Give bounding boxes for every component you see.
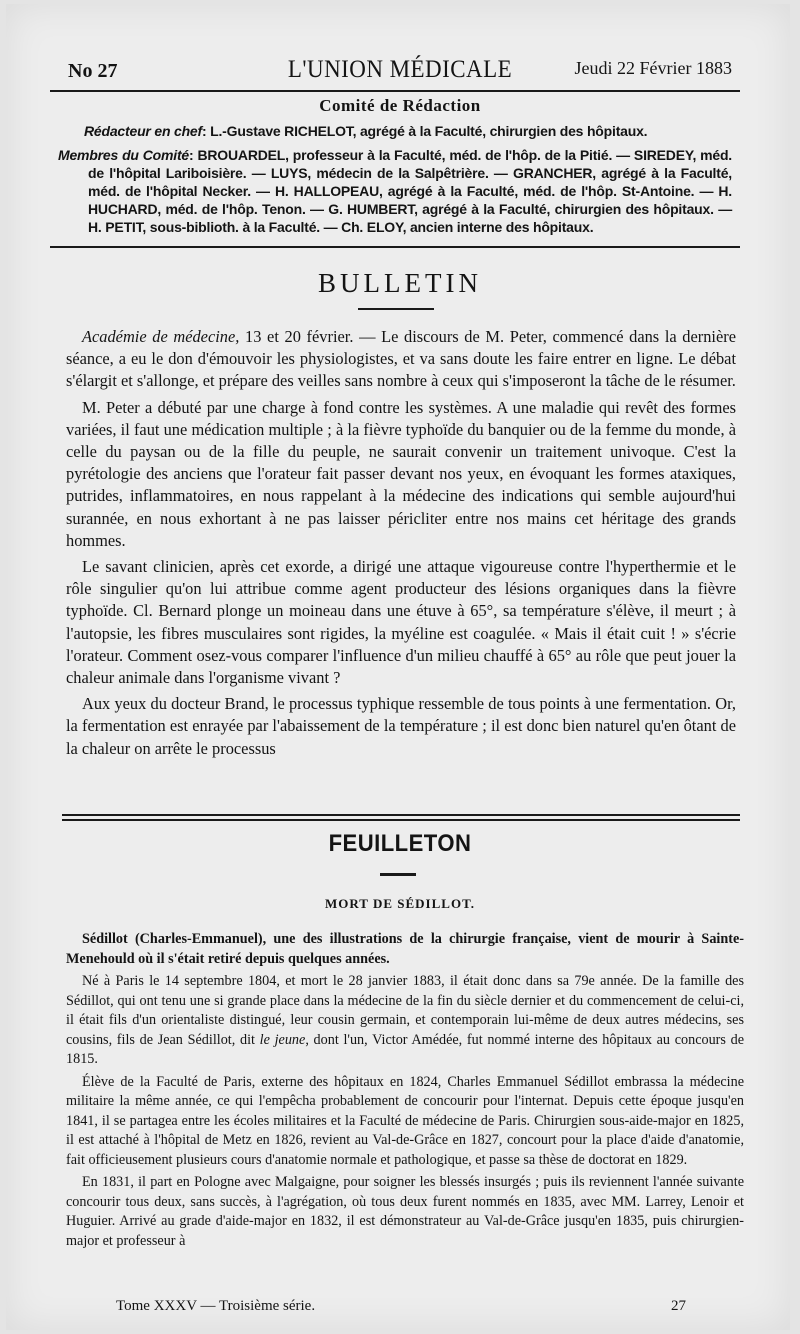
journal-title: L'UNION MÉDICALE [287, 56, 513, 83]
feuilleton-p2-italic: le jeune [259, 1031, 306, 1048]
bulletin-body [66, 326, 736, 764]
feuilleton-rule-top [62, 814, 740, 816]
bulletin-paragraph-1 [66, 326, 736, 393]
redacteur-line: Rédacteur en chef: L.-Gustave RICHELOT, agrégé à la Faculté, chirurgien des hôpitaux. [84, 123, 648, 139]
membres-text: BROUARDEL, professeur à la Faculté, méd. de l'hôp. de la Pitié. — SIREDEY, méd. de l'hôpital Lariboisière. — LUYS, médecin de la Salpêtrière. — GRANCHER, agrégé à la Faculté, méd. de l'hôpital Necker. — H. HALLOPEAU, agrégé à la Faculté, méd. de l'hôp. St-Antoine. — H. HUCHARD, méd. de l'hôp. Tenon. — G. HUMBERT, agrégé à la Faculté, chirurgien des hôpitaux. — H. PETIT, sous-biblioth. à la Faculté. — Ch. ELOY, ancien interne des hôpitaux. [88, 147, 733, 235]
feuilleton-paragraph-2 [66, 972, 744, 1070]
newspaper-page [6, 4, 790, 1330]
redacteur-text: L.-Gustave RICHELOT, agrégé à la Faculté, chirurgien des hôpitaux. [210, 123, 648, 139]
feuilleton-p1-text: Sédillot (Charles-Emmanuel), une des illustrations de la chirurgie française, vient de mourir à Sainte-Menehould où il s'était retiré depuis quelques années. [66, 931, 744, 967]
page-number: 27 [671, 1298, 686, 1314]
bulletin-paragraph-3: Le savant clinicien, après cet exorde, a dirigé une attaque vigoureuse contre l'hyperthermie et le rôle singulier qu'on lui attribue comme agent producteur des lésions organiques dans la fièvre typhoïde. Cl. Bernard plonge un moineau dans une étuve à 65°, sa température s'élève, il meurt ; à l'autopsie, les fibres musculaires sont rigides, la myéline est coagulée. « Mais il était cuit ! » s'écrie l'orateur. Comment osez-vous comparer l'influence d'un milieu chauffé à 65° au rôle que peut jouer la chaleur animale dans l'organisme vivant ? [66, 557, 736, 688]
masthead [68, 54, 732, 90]
redacteur-label: Rédacteur en chef [84, 123, 202, 139]
masthead-rule [50, 90, 740, 92]
membres-label: Membres du Comité [58, 147, 190, 163]
issue-date: Jeudi 22 Février 1883 [574, 58, 732, 78]
feuilleton-subheading: MORT DE SÉDILLOT. [324, 896, 476, 911]
feuilleton-paragraph-1 [66, 930, 744, 969]
feuilleton-p2-text: Né à Paris le 14 septembre 1804, et mort le 28 janvier 1883, il était donc dans sa 79e année. De la famille des Sédillot, qui ont tenu une si grande place dans la médecine de la fin du siècle dernier et du commencement de celui-ci, il était fils d'un orientaliste distingué, leur cousin germain, et contemporain lui-même de deux autres médecins, ses cousins, fils de Jean Sédillot, dit [66, 973, 744, 1048]
feuilleton-body [66, 930, 744, 1254]
feuilleton-paragraph-3: Élève de la Faculté de Paris, externe des hôpitaux en 1824, Charles Emmanuel Sédillot embrassa la médecine militaire la même année, ce qui l'empêcha probablement de concourir pour l'internat. Depuis cette époque jusqu'en 1841, il se partagea entre les écoles militaires et la Faculté de médecine de Paris. Chirurgien sous-aide-major en 1825, il est attaché à l'hôpital de Metz en 1826, revient au Val-de-Grâce en 1827, concourt pour la place d'aide d'anatomie, fait officieusement plusieurs cours d'anatomie normale et pathologique, et passe sa thèse de doctorat en 1829. [66, 1073, 744, 1168]
bulletin-heading: BULLETIN [318, 268, 482, 298]
bulletin-underline [358, 308, 434, 310]
feuilleton-p2-end: , dont l'un, Victor Amédée, fut nommé interne des hôpitaux au concours de 1815. [66, 1031, 745, 1067]
feuilleton-paragraph-4: En 1831, il part en Pologne avec Malgaigne, pour soigner les blessés insurgés ; puis ils reviennent l'année suivante concourir tous deux, sans succès, à l'agrégation, où tous deux furent nommés en 1835, avec MM. Larrey, Lenoir et Huguier. Arrivé au grade d'aide-major en 1832, il est démonstrateur au Val-de-Grâce jusqu'en 1835, puis chirurgien-major et professeur à [66, 1174, 744, 1249]
bulletin-p1-text: 13 et 20 février. — Le discours de M. Peter, commencé dans la dernière séance, a eu le don d'émouvoir les physiologistes, et va sans doute les faire entrer en ligne. Le débat s'élargit et s'allonge, et prépare des veilles sans nombre à ceux qui s'imposeront la tâche de le résumer. [66, 327, 736, 391]
bulletin-lead: Académie de médecine, [82, 327, 240, 346]
feuilleton-underline [380, 873, 416, 876]
bulletin-paragraph-4: Aux yeux du docteur Brand, le processus typhique ressemble de tous points à une fermentation. Or, la fermentation est enrayée par l'abaissement de la température ; il est donc bien naturel qu'en ôtant de la chaleur on arrête le processus [66, 694, 736, 758]
issue-number: No 27 [68, 60, 118, 82]
comite-rule [50, 246, 740, 248]
membres-line: Membres du Comité: BROUARDEL, professeur à la Faculté, méd. de l'hôp. de la Pitié. — SIREDEY, méd. de l'hôpital Lariboisière. — LUYS, médecin de la Salpêtrière. — GRANCHER, agrégé à la Faculté, méd. de l'hôpital Necker. — H. HALLOPEAU, agrégé à la Faculté, méd. de l'hôp. St-Antoine. — H. HUCHARD, méd. de l'hôp. Tenon. — G. HUMBERT, agrégé à la Faculté, chirurgien des hôpitaux. — H. PETIT, sous-biblioth. à la Faculté. — Ch. ELOY, ancien interne des hôpitaux. [58, 147, 733, 235]
bulletin-paragraph-2: M. Peter a débuté par une charge à fond contre les systèmes. A une maladie qui revêt des formes variées, il faut une médication multiple ; à la fièvre typhoïde du banquier ou de la femme du monde, à celle du paysan ou de la fille du peuple, ne saurait convenir un traitement univoque. C'est la pyrétologie des anciens que l'orateur fait passer devant nos yeux, en évoquant les formes ataxiques, putrides, inflammatoires, en nous rappelant à la médecine des indications qui semble aujourd'hui surannée, en nous exhortant à ne pas laisser péricliter entre nos mains cet héritage des grands hommes. [66, 397, 736, 550]
volume-info: Tome XXXV — Troisième série. [116, 1298, 316, 1314]
feuilleton-heading: FEUILLETON [328, 830, 472, 857]
feuilleton-rule-bottom [62, 819, 740, 821]
comite-heading: Comité de Rédaction [319, 96, 481, 115]
comite-block [58, 122, 733, 242]
